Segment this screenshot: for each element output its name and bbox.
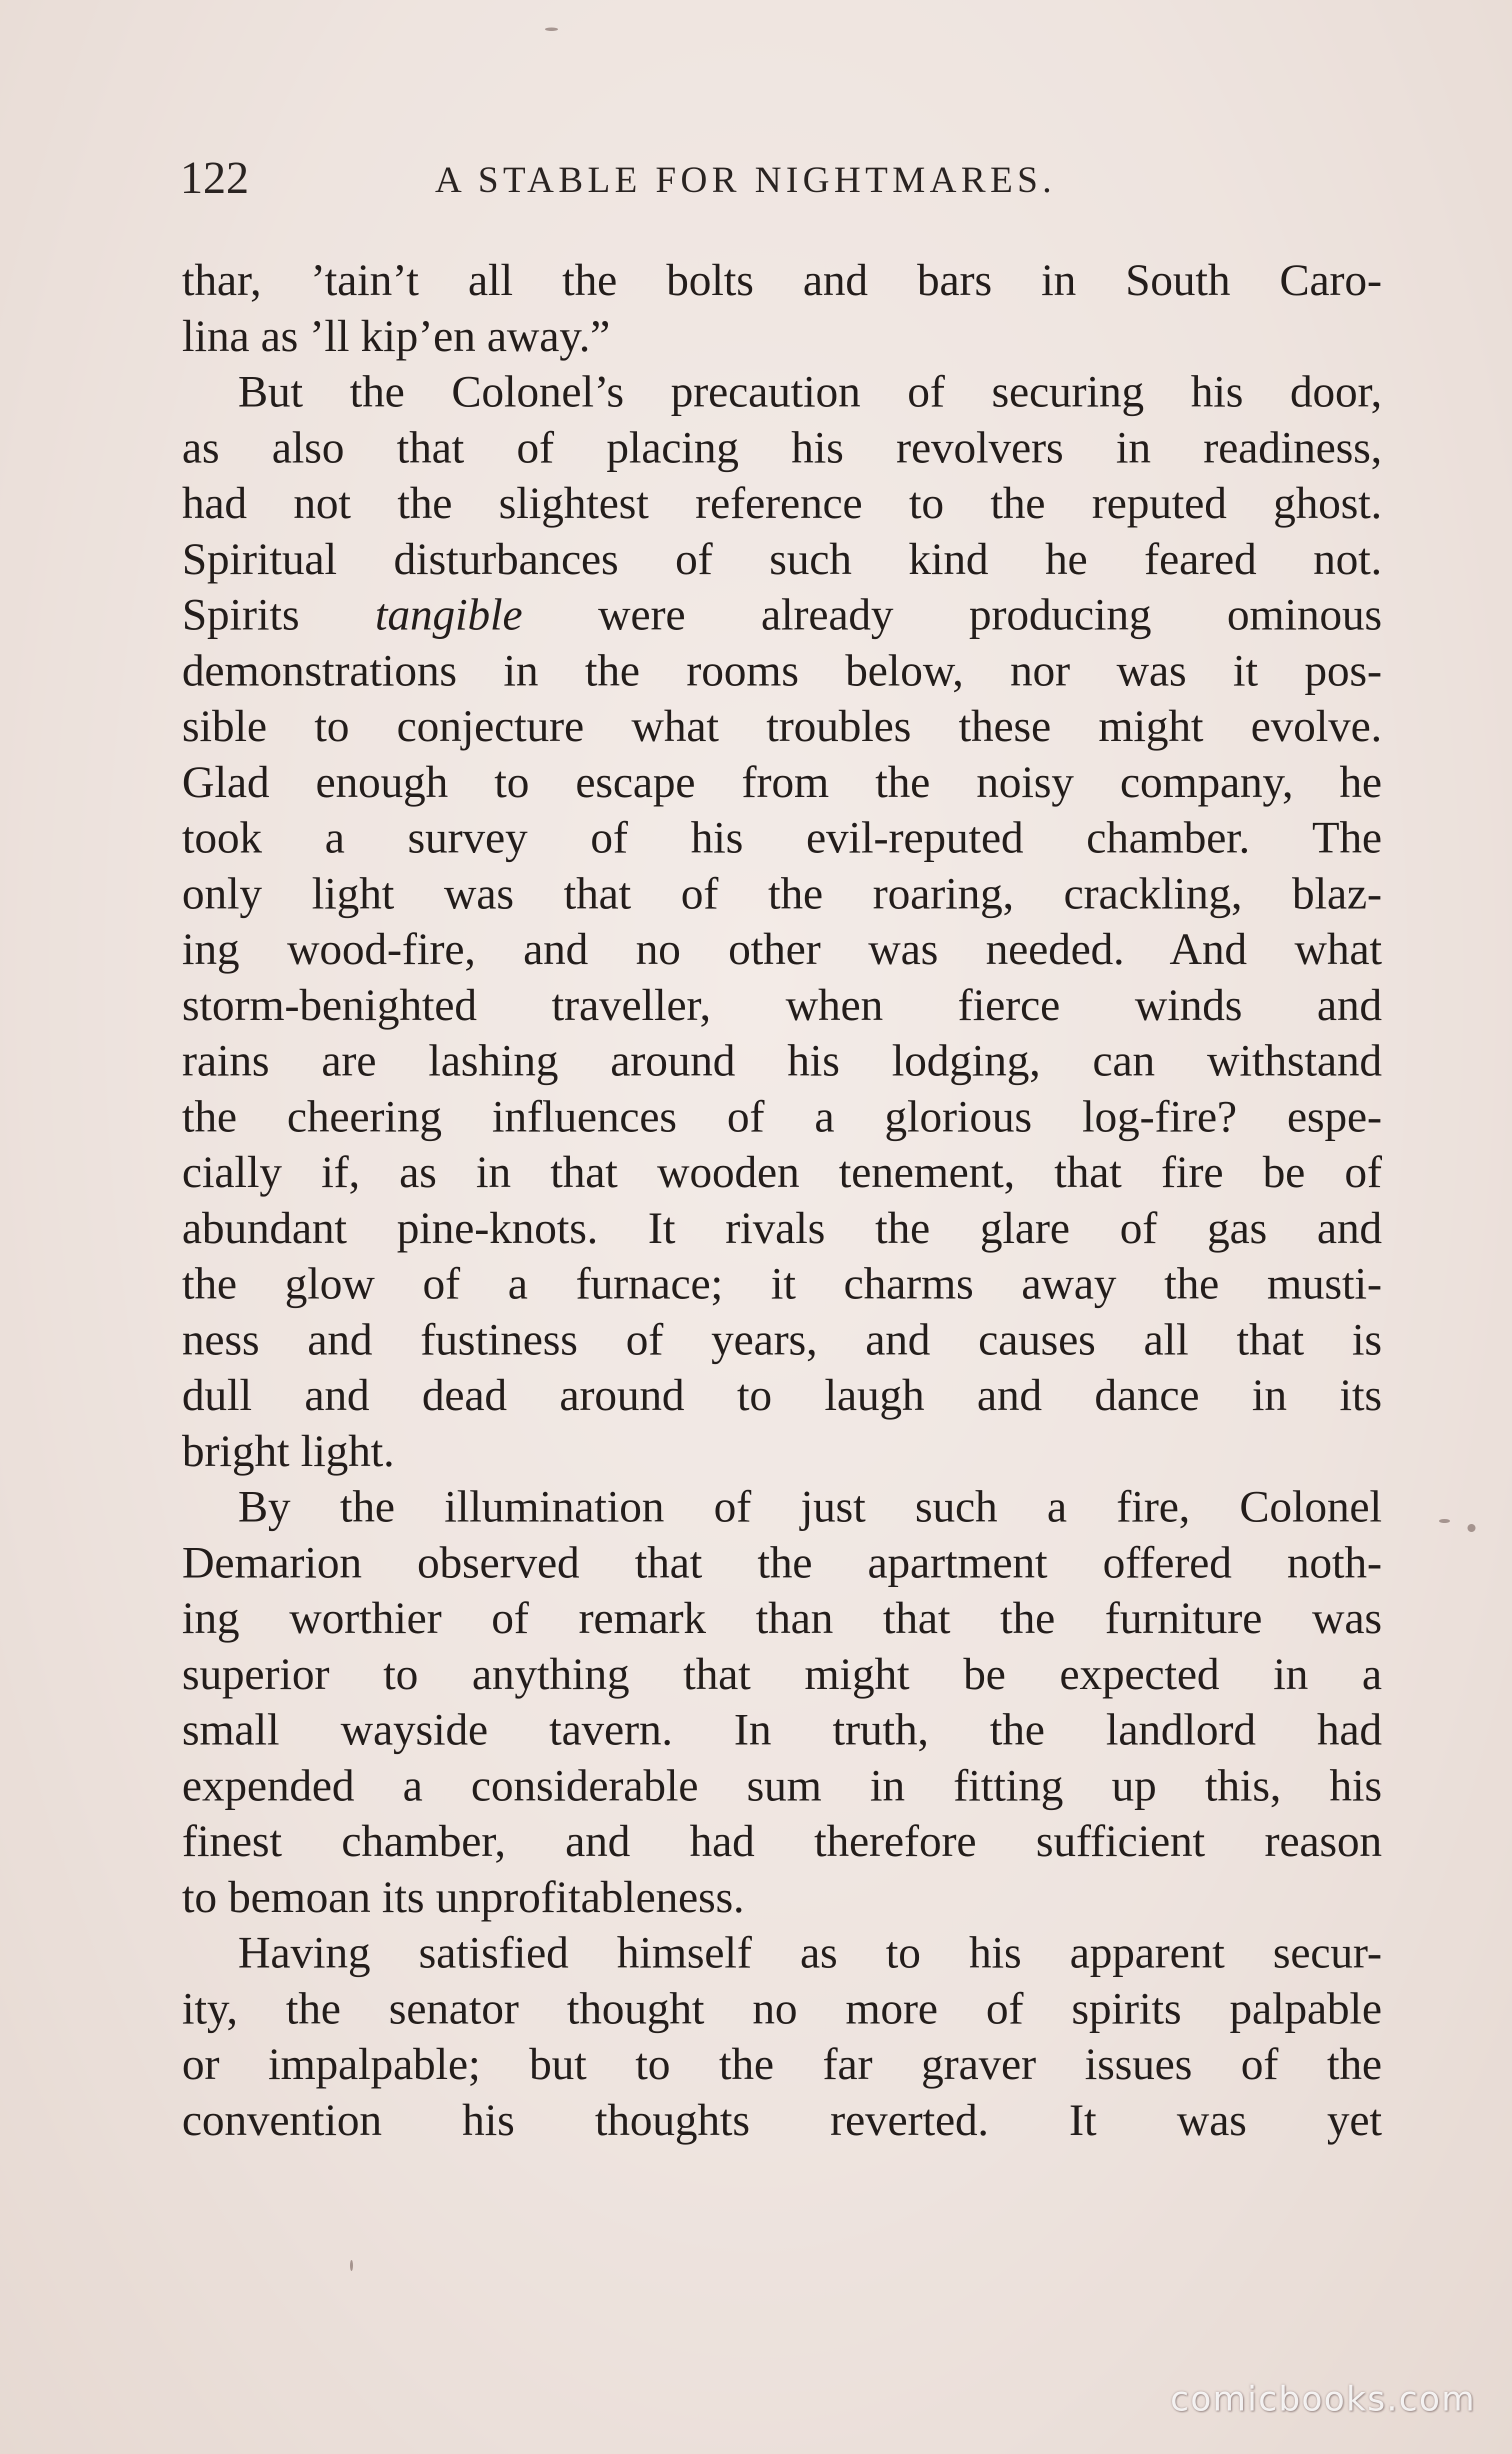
paper-speck	[545, 28, 558, 31]
paper-speck	[350, 2260, 353, 2271]
text-line: superior to anything that might be expected in a	[182, 1649, 1382, 1699]
body-text	[182, 252, 1382, 2148]
text-line: sible to conjecture what troubles these might evolve.	[182, 702, 1382, 751]
text-line: cially if, as in that wooden tenement, that fire be of	[182, 1148, 1382, 1197]
text-line: rains are lashing around his lodging, can withstand	[182, 1036, 1382, 1086]
text-line: only light was that of the roaring, crackling, blaz-	[182, 868, 1382, 918]
text-line: demonstrations in the rooms below, nor was it pos-	[182, 646, 1382, 696]
text-line: took a survey of his evil-reputed chamber. The	[182, 813, 1382, 862]
text-line: the glow of a furnace; it charms away the musti-	[182, 1259, 1382, 1308]
text-line: Spiritual disturbances of such kind he feared not.	[182, 534, 1382, 584]
text-line: ity, the senator thought no more of spirits palpable	[182, 1984, 1382, 2034]
text-line: Spirits tangible were already producing ominous	[182, 590, 1382, 640]
text-line: expended a considerable sum in fitting up this, his	[182, 1760, 1382, 1810]
text-line: as also that of placing his revolvers in readiness,	[182, 422, 1382, 472]
text-line: abundant pine-knots. It rivals the glare of gas and	[182, 1203, 1382, 1253]
text-line: finest chamber, and had therefore sufficient reason	[182, 1816, 1382, 1866]
text-line: to bemoan its unprofitableness.	[182, 1872, 744, 1922]
text-line: storm-benighted traveller, when fierce winds and	[182, 980, 1382, 1030]
paper-speck	[1468, 1524, 1476, 1532]
watermark: comicbooks.com	[1170, 2380, 1476, 2419]
page-number: 122	[180, 152, 249, 203]
text-line: But the Colonel’s precaution of securing his door,	[238, 367, 1382, 416]
text-line: dull and dead around to laugh and dance in its	[182, 1370, 1382, 1420]
text-line: Having satisfied himself as to his apparent secur-	[238, 1928, 1382, 1978]
running-title: A STABLE FOR NIGHTMARES.	[435, 160, 1056, 200]
text-line: Glad enough to escape from the noisy company, he	[182, 757, 1382, 807]
text-line: By the illumination of just such a fire, Colonel	[238, 1482, 1382, 1532]
text-line: ing wood-fire, and no other was needed. And what	[182, 924, 1382, 974]
text-line: small wayside tavern. In truth, the landlord had	[182, 1705, 1382, 1754]
text-line: or impalpable; but to the far graver issues of the	[182, 2040, 1382, 2089]
text-line: the cheering influences of a glorious log-fire? espe-	[182, 1092, 1382, 1142]
italic-word: tangible	[375, 590, 523, 640]
running-header	[180, 150, 1380, 205]
text-line: lina as ’ll kip’en away.”	[182, 311, 610, 361]
text-line: Demarion observed that the apartment offered noth-	[182, 1538, 1382, 1588]
text-line: convention his thoughts reverted. It was yet	[182, 2095, 1382, 2145]
text-line: had not the slightest reference to the reputed ghost.	[182, 478, 1382, 528]
paper-speck	[1439, 1519, 1450, 1523]
text-line: thar, ’tain’t all the bolts and bars in South Caro-	[182, 256, 1382, 305]
text-line: bright light.	[182, 1426, 394, 1476]
text-line: ness and fustiness of years, and causes all that is	[182, 1314, 1382, 1364]
text-line: ing worthier of remark than that the furniture was	[182, 1594, 1382, 1643]
